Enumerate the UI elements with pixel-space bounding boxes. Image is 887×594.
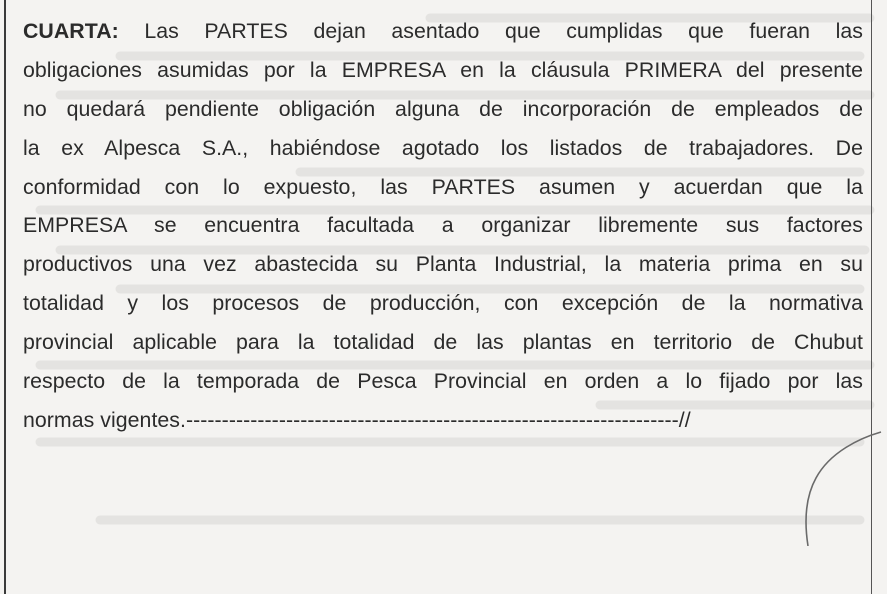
clause-heading: CUARTA: — [23, 19, 119, 43]
clause-line-10: respecto de la temporada de Pesca Provincial en orden a lo fijado por las — [23, 369, 863, 394]
clause-line-4: la ex Alpesca S.A., habiéndose agotado los listados de trabajadores. De — [23, 135, 863, 160]
clause-line-1-text: Las PARTES dejan asentado que cumplidas que fueran las — [118, 19, 863, 43]
clause-line-7: productivos una vez abastecida su Planta Industrial, la materia prima en su — [23, 252, 863, 277]
clause-cuarta — [23, 12, 863, 440]
clause-line-9: provincial aplicable para la totalidad de las plantas en territorio de Chubut — [23, 330, 863, 355]
clause-line-1 — [23, 12, 863, 51]
clause-line-5: conformidad con lo expuesto, las PARTES asumen y acuerdan que la — [23, 174, 863, 199]
clause-line-2: obligaciones asumidas por la EMPRESA en la cláusula PRIMERA del presente — [23, 57, 863, 82]
clause-line-11: normas vigentes.---------------------------------------------------------------------// — [23, 407, 691, 432]
clause-line-6: EMPRESA se encuentra facultada a organizar libremente sus factores — [23, 213, 863, 238]
clause-line-3: no quedará pendiente obligación alguna de incorporación de empleados de — [23, 96, 863, 121]
clause-line-8: totalidad y los procesos de producción, con excepción de la normativa — [23, 291, 863, 316]
